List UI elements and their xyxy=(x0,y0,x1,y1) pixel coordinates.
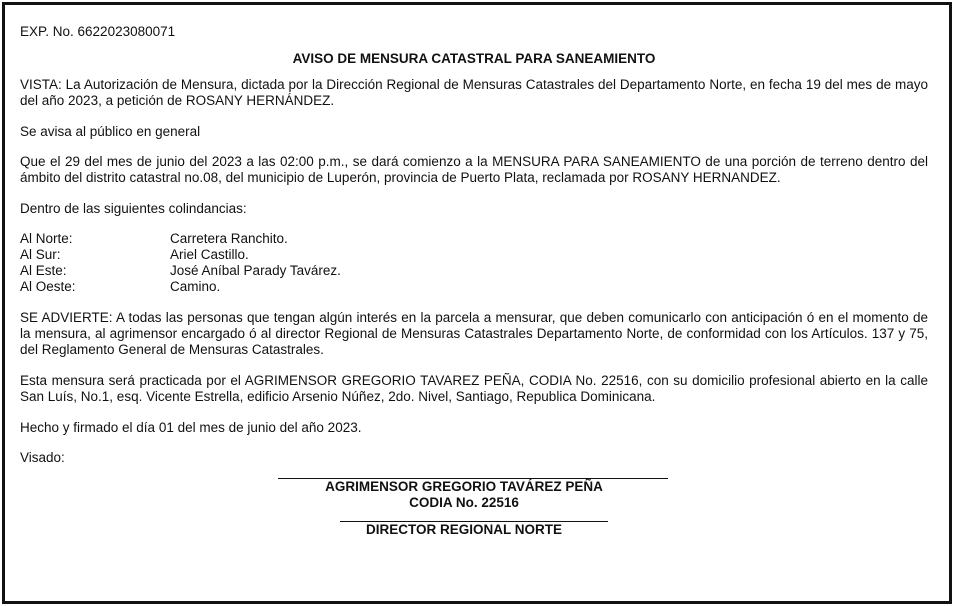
survey-info-paragraph: Que el 29 del mes de junio del 2023 a las 02:00 p.m., se dará comienzo a la MENSURA PARA SANEAMIENTO de una porción de terreno dentro del ámbito del distrito catastral no.08, del municipio de Luperón, provincia de Puerto Plata, reclamada por ROSANY HERNANDEZ. xyxy=(20,154,928,185)
visado-label: Visado: xyxy=(20,450,65,465)
surveyor-info-paragraph: Esta mensura será practicada por el AGRIMENSOR GREGORIO TAVAREZ PEÑA, CODIA No. 22516, con su domicilio profesional abierto en la calle San Luís, No.1, esq. Vicente Estrella, edificio Arsenio Núñez, 2do. Nivel, Santiago, Republica Dominicana. xyxy=(20,373,928,404)
director-title: DIRECTOR REGIONAL NORTE xyxy=(365,522,562,537)
warning-paragraph: SE ADVIERTE: A todas las personas que tengan algún interés en la parcela a mensurar, que deben comunicarlo con anticipación ó en el momento de la mensura, al agrimensor encargado ó al director Regional de Mensuras Catastrales Departamento Norte, de conformidad con los Artículos. 137 y 75, del Reglamento General de Mensuras Catastrales. xyxy=(20,310,928,357)
public-notice-paragraph: Se avisa al público en general xyxy=(20,124,201,139)
signed-date: Hecho y firmado el día 01 del mes de junio del año 2023. xyxy=(20,420,362,435)
boundary-label: Al Este: xyxy=(20,263,67,278)
boundary-row-west xyxy=(20,279,928,295)
vista-paragraph: VISTA: La Autorización de Mensura, dictada por la Dirección Regional de Mensuras Catastrales del Departamento Norte, en fecha 19 del mes de mayo del año 2023, a petición de ROSANY HERNÁNDEZ. xyxy=(20,77,928,108)
notice-document xyxy=(20,24,928,538)
expediente-number: EXP. No. 6622023080071 xyxy=(20,24,176,39)
boundary-value: Ariel Castillo. xyxy=(170,247,249,262)
surveyor-name: AGRIMENSOR GREGORIO TAVÁREZ PEÑA xyxy=(325,479,603,494)
boundary-label: Al Oeste: xyxy=(20,279,76,294)
boundary-label: Al Sur: xyxy=(20,247,61,262)
boundaries-intro: Dentro de las siguientes colindancias: xyxy=(20,201,247,216)
boundaries-list xyxy=(20,231,928,295)
boundary-value: Carretera Ranchito. xyxy=(170,231,288,246)
boundary-label: Al Norte: xyxy=(20,231,73,246)
document-title: AVISO DE MENSURA CATASTRAL PARA SANEAMIENTO xyxy=(292,51,656,66)
boundary-value: José Aníbal Parady Tavárez. xyxy=(170,263,341,278)
boundary-value: Camino. xyxy=(170,279,221,294)
boundary-row-east xyxy=(20,263,928,279)
boundary-row-north xyxy=(20,231,928,247)
boundary-row-south xyxy=(20,247,928,263)
surveyor-codia: CODIA No. 22516 xyxy=(409,495,519,510)
